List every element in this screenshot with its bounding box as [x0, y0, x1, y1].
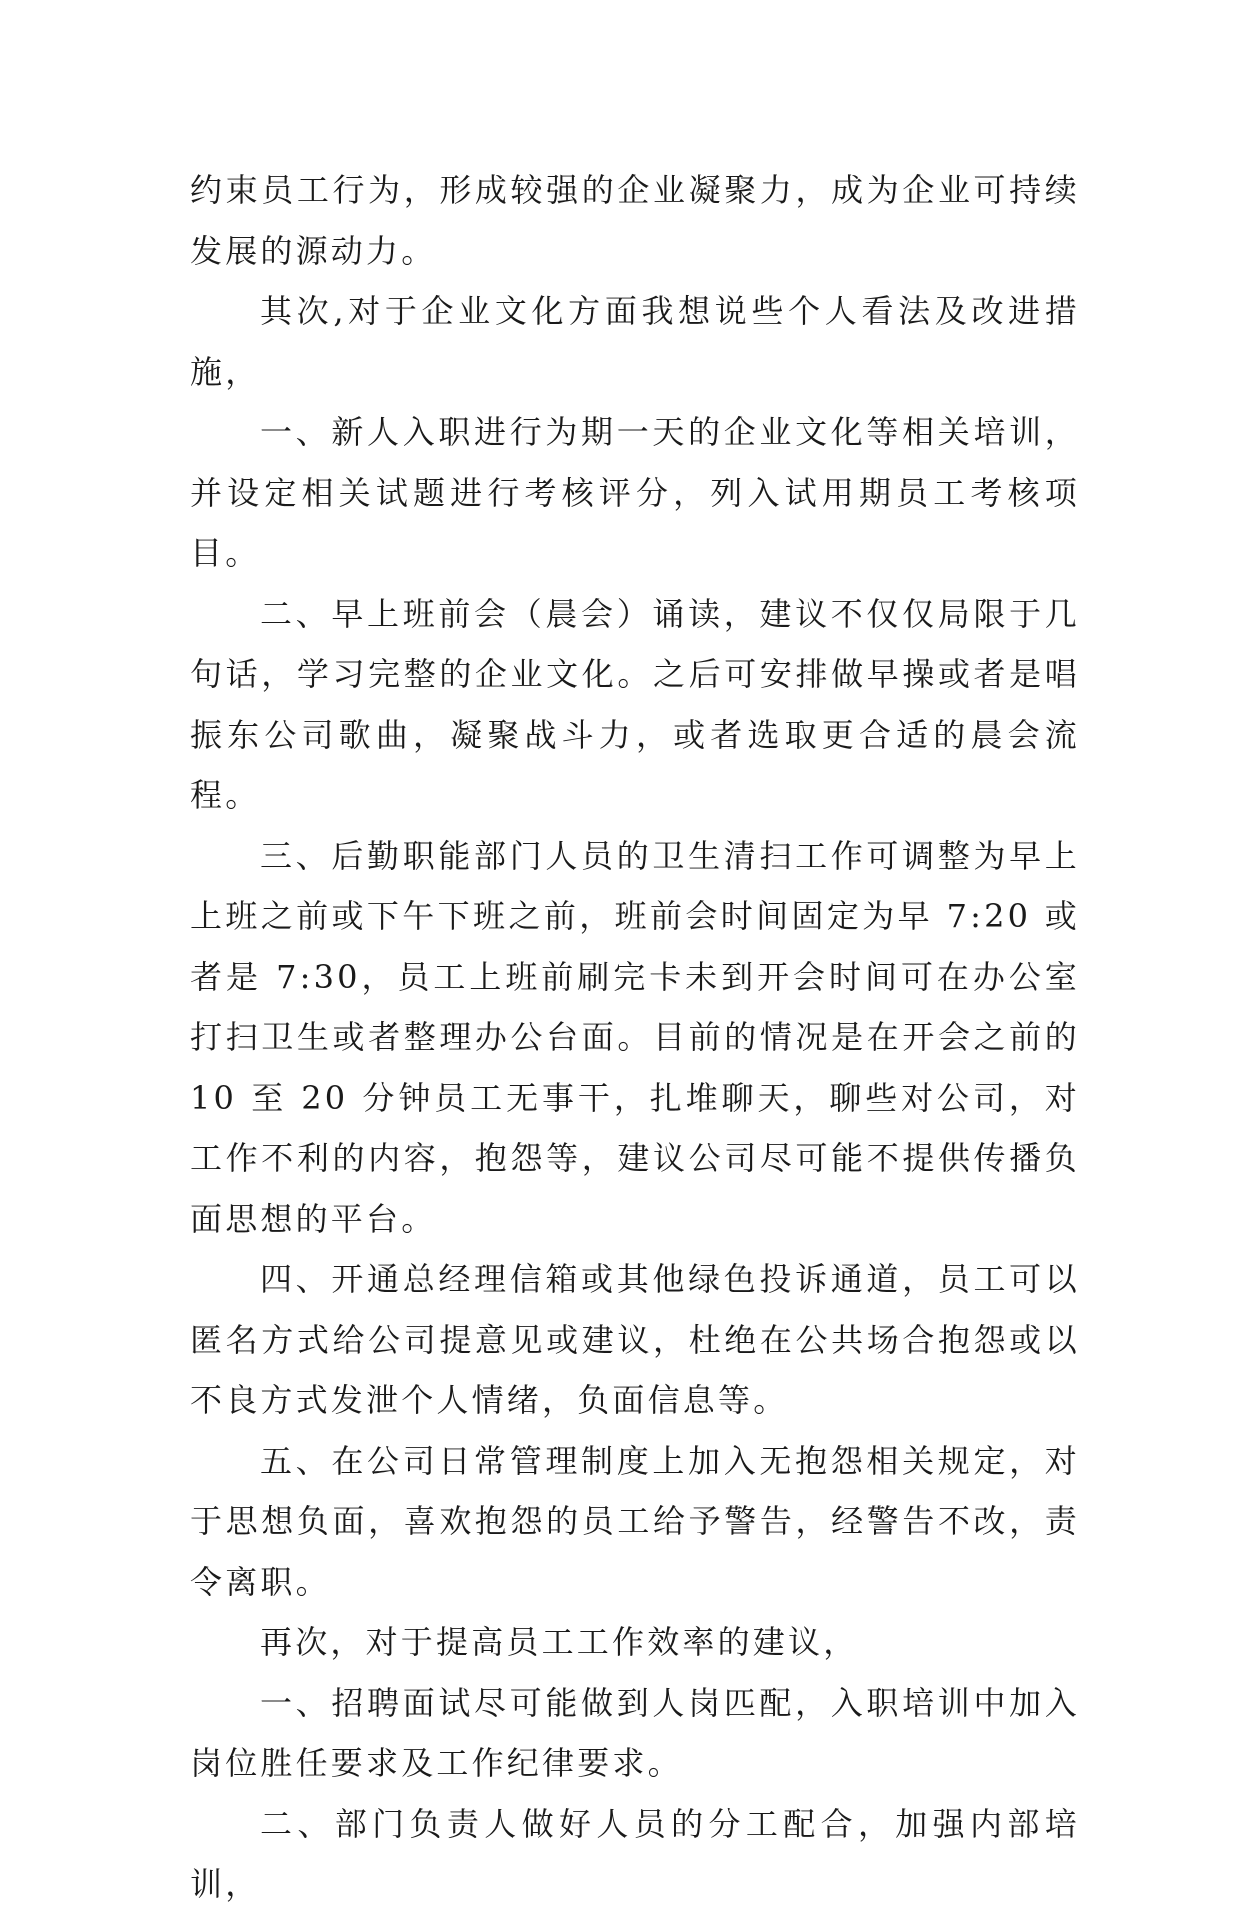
paragraph-efficiency-item-1: 一、招聘面试尽可能做到人岗匹配，入职培训中加入岗位胜任要求及工作纪律要求。: [190, 1683, 1080, 1782]
paragraph-intro-continuation: 约束员工行为，形成较强的企业凝聚力，成为企业可持续发展的源动力。: [190, 171, 1080, 270]
paragraph-culture-item-4: 四、开通总经理信箱或其他绿色投诉通道，员工可以匿名方式给公司提意见或建议，杜绝在公共场合抱怨或以不良方式发泄个人情绪，负面信息等。: [190, 1260, 1080, 1419]
paragraph-culture-heading: 其次,对于企业文化方面我想说些个人看法及改进措施，: [190, 292, 1080, 391]
paragraph-efficiency-item-2: 二、部门负责人做好人员的分工配合，加强内部培训，: [190, 1804, 1080, 1903]
paragraph-culture-item-5: 五、在公司日常管理制度上加入无抱怨相关规定，对于思想负面，喜欢抱怨的员工给予警告，经警告不改，责令离职。: [190, 1441, 1080, 1601]
paragraph-culture-item-2: 二、早上班前会（晨会）诵读，建议不仅仅局限于几句话，学习完整的企业文化。之后可安排做早操或者是唱振东公司歌曲，凝聚战斗力，或者选取更合适的晨会流程。: [190, 594, 1080, 814]
paragraph-efficiency-heading: 再次，对于提高员工工作效率的建议，: [260, 1623, 859, 1661]
paragraph-culture-item-1: 一、新人入职进行为期一天的企业文化等相关培训，并设定相关试题进行考核评分，列入试用期员工考核项目。: [190, 413, 1080, 572]
paragraph-culture-item-3: 三、后勤职能部门人员的卫生清扫工作可调整为早上上班之前或下午下班之前，班前会时间固定为早 7:20 或者是 7:30，员工上班前刷完卡未到开会时间可在办公室打扫卫生或者整理办公台面。目前的情况是在开会之前的 10 至 20 分钟员工无事干，扎堆聊天，聊些对公司，对工作不利的内容，抱怨等，建议公司尽可能不提供传播负面思想的平台。: [190, 836, 1080, 1238]
document-body: [190, 160, 1080, 1915]
